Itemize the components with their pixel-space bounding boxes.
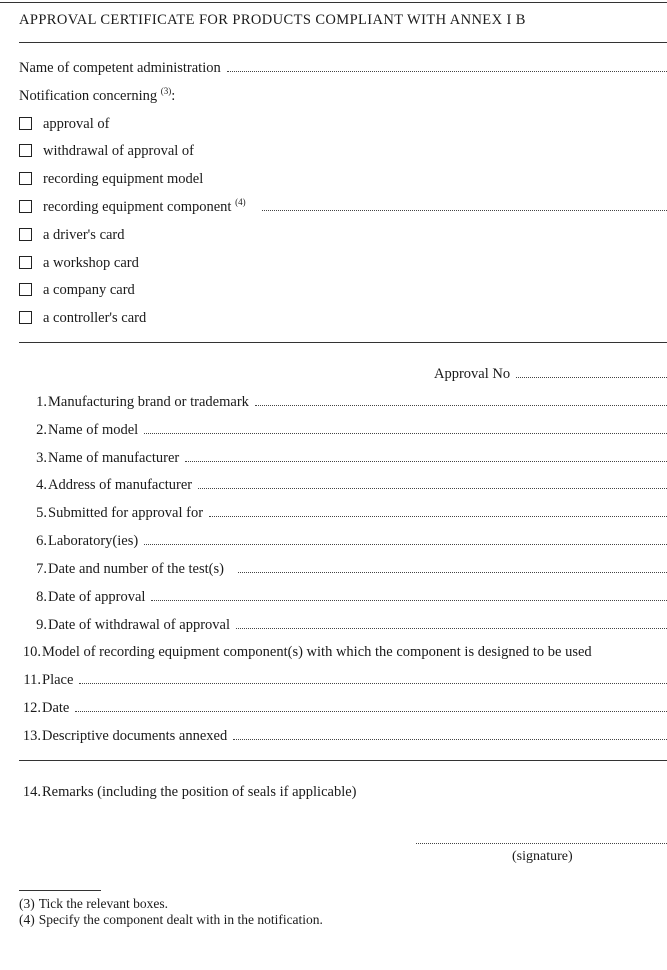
numbered-field[interactable]	[19, 723, 667, 745]
item-label: Laboratory(ies)	[48, 533, 139, 549]
checkbox[interactable]	[19, 283, 32, 296]
notification-label: Notification concerning $^{(3)}$:	[19, 86, 176, 104]
item-number: 6.	[36, 533, 47, 549]
checkbox-label: a workshop card	[43, 255, 139, 271]
title-divider	[19, 42, 667, 43]
checkbox[interactable]	[19, 200, 32, 213]
fill-line	[75, 710, 667, 712]
item-label: Name of model	[48, 422, 139, 438]
numbered-field[interactable]	[19, 695, 667, 717]
fill-line	[262, 209, 667, 211]
numbered-field[interactable]	[19, 500, 667, 522]
fill-line	[238, 571, 667, 573]
checkbox[interactable]	[19, 311, 32, 324]
remarks-field[interactable]	[19, 779, 667, 801]
item-label: Place	[42, 672, 74, 688]
checkbox-item[interactable]	[19, 138, 667, 160]
checkbox-label: withdrawal of approval of	[43, 143, 194, 159]
checkbox[interactable]	[19, 172, 32, 185]
item-number: 1.	[36, 394, 47, 410]
competent-admin-label: Name of competent administration	[19, 60, 221, 76]
item-label: Manufacturing brand or trademark	[48, 394, 249, 410]
item-number: 2.	[36, 422, 47, 438]
item-number: 13.	[22, 728, 41, 744]
fill-line	[255, 404, 667, 406]
numbered-field[interactable]	[19, 472, 667, 494]
footnote-mark: (3)	[19, 896, 35, 911]
fill-line	[236, 627, 667, 629]
numbered-field[interactable]	[19, 417, 667, 439]
numbered-field[interactable]	[19, 389, 667, 411]
fill-line	[79, 682, 667, 684]
item-number: 11.	[23, 672, 41, 688]
footnote-mark: (4)	[19, 912, 35, 927]
checkbox-label: recording equipment component $^{(4)}$	[43, 197, 246, 215]
numbered-field[interactable]	[19, 667, 667, 689]
checkbox-item[interactable]	[19, 166, 667, 188]
footnote-ref: (4)	[235, 197, 246, 208]
signature-label: (signature)	[512, 849, 573, 864]
item-number: 4.	[36, 477, 47, 493]
checkbox-label: a controller's card	[43, 310, 147, 326]
footnote	[19, 912, 323, 928]
competent-admin-field[interactable]	[19, 55, 667, 77]
item-number: 12.	[22, 700, 41, 716]
approval-no-field[interactable]	[434, 361, 667, 383]
checkbox-label: recording equipment model	[43, 171, 204, 187]
checkbox-label: approval of	[43, 116, 110, 132]
item-number: 9.	[36, 617, 47, 633]
checkbox-item[interactable]	[19, 305, 667, 327]
numbered-field[interactable]	[19, 445, 667, 467]
item-label: Date of approval	[48, 589, 146, 605]
numbered-field[interactable]	[19, 639, 667, 661]
fill-line	[227, 70, 667, 72]
footnote-ref: (3)	[160, 86, 172, 97]
checkbox[interactable]	[19, 117, 32, 130]
item-label: Address of manufacturer	[48, 477, 193, 493]
item-number: 10.	[22, 644, 41, 660]
item-number: 5.	[36, 505, 47, 521]
item-label: Date of withdrawal of approval	[48, 617, 230, 633]
checkbox[interactable]	[19, 256, 32, 269]
footnote	[19, 896, 168, 912]
numbered-field[interactable]	[19, 556, 667, 578]
remarks-label: Remarks (including the position of seals if applicable)	[42, 784, 357, 800]
notification-heading	[19, 83, 667, 105]
fill-line	[516, 376, 667, 378]
checkbox[interactable]	[19, 144, 32, 157]
footnote-divider	[19, 890, 101, 891]
footnote-text: Specify the component dealt with in the notification.	[38, 912, 323, 927]
top-rule	[0, 2, 667, 3]
checkbox[interactable]	[19, 228, 32, 241]
checkbox-item[interactable]	[19, 222, 667, 244]
fill-line	[144, 543, 667, 545]
numbered-field[interactable]	[19, 584, 667, 606]
checkbox-label: a driver's card	[43, 227, 125, 243]
section-divider	[19, 760, 667, 761]
fill-line	[209, 515, 667, 517]
item-label: Submitted for approval for	[48, 505, 204, 521]
item-number: 3.	[36, 450, 47, 466]
fill-line	[151, 599, 667, 601]
item-number: 14.	[22, 784, 41, 800]
checkbox-item[interactable]	[19, 194, 667, 216]
item-label: Descriptive documents annexed	[42, 728, 228, 744]
item-label: Date and number of the test(s)	[48, 561, 224, 577]
checkbox-item[interactable]	[19, 277, 667, 299]
section-divider	[19, 342, 667, 343]
item-number: 7.	[36, 561, 47, 577]
checkbox-item[interactable]	[19, 111, 667, 133]
numbered-field[interactable]	[19, 612, 667, 634]
item-label: Model of recording equipment component(s) with which the component is designed to be used	[42, 644, 592, 660]
certificate-title: APPROVAL CERTIFICATE FOR PRODUCTS COMPLIANT WITH ANNEX I B	[19, 12, 526, 28]
checkbox-label: a company card	[43, 282, 135, 298]
fill-line	[185, 460, 667, 462]
numbered-field[interactable]	[19, 528, 667, 550]
approval-no-label: Approval No	[434, 366, 511, 382]
fill-line	[233, 738, 667, 740]
checkbox-item[interactable]	[19, 250, 667, 272]
signature-line[interactable]	[416, 843, 667, 844]
item-number: 8.	[36, 589, 47, 605]
item-label: Name of manufacturer	[48, 450, 180, 466]
fill-line	[198, 487, 667, 489]
item-label: Date	[42, 700, 70, 716]
fill-line	[144, 432, 667, 434]
footnote-text: Tick the relevant boxes.	[38, 896, 168, 911]
